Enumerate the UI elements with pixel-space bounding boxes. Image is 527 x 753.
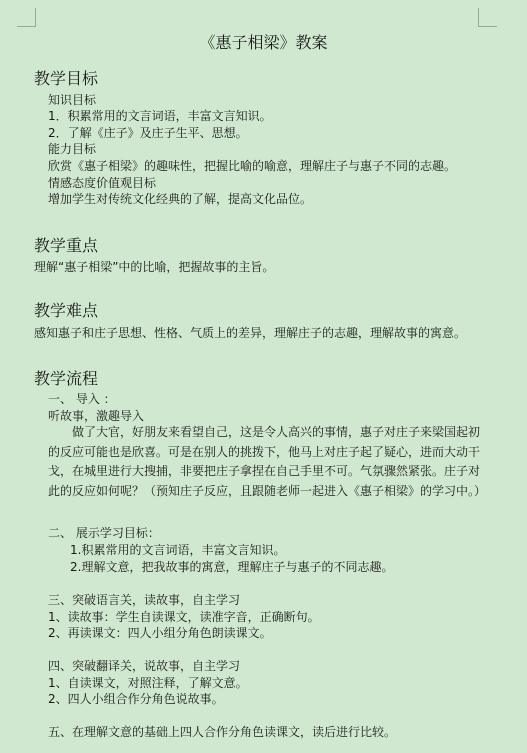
document-title: 《惠子相梁》教案 <box>199 33 328 52</box>
step-title: 二、 展示学习目标： <box>48 526 160 540</box>
section-heading-key-points: 教学重点 <box>34 236 99 255</box>
step-title: 四、突破翻译关，说故事，自主学习 <box>48 659 241 673</box>
step-title: 三、突破语言关，读故事，自主学习 <box>48 593 241 607</box>
goal-line: 2．了解《庄子》及庄子生平、思想。 <box>48 126 248 140</box>
step-title: 五、在理解文意的基础上四人合作分角色读课文，读后进行比较。 <box>48 725 397 739</box>
goal-line: 知识目标 <box>48 93 97 107</box>
goal-line: 欣赏《惠子相梁》的趣味性，把握比喻的喻意，理解庄子与惠子不同的志趣。 <box>48 159 457 173</box>
step-item: 1、读故事：学生自读课文，读准字音，正确断句。 <box>48 610 320 624</box>
section-heading-goals: 教学目标 <box>34 69 99 88</box>
step-item: 1.积累常用的文言词语，丰富文言知识。 <box>70 543 286 557</box>
key-points-text: 理解“惠子相梁”中的比喻，把握故事的主旨。 <box>34 260 275 274</box>
section-heading-process: 教学流程 <box>34 369 99 388</box>
goal-line: 情感态度价值观目标 <box>48 176 157 190</box>
goal-line: 增加学生对传统文化经典的了解，提高文化品位。 <box>48 192 313 206</box>
goal-line: 能力目标 <box>48 142 97 156</box>
goal-line: 1．积累常用的文言词语，丰富文言知识。 <box>48 109 272 123</box>
step-title: 一、 导入 ： <box>48 392 116 406</box>
page-corner-mark <box>17 8 36 27</box>
step-item: 1、自读课文，对照注释，了解文意。 <box>48 676 248 690</box>
difficulties-text: 感知惠子和庄子思想、性格、气质上的差异，理解庄子的志趣，理解故事的寓意。 <box>34 326 467 340</box>
page-corner-mark <box>478 8 497 27</box>
section-heading-difficulties: 教学难点 <box>34 301 99 320</box>
step-subtitle: 听故事，激趣导入 <box>48 409 145 423</box>
intro-paragraph: 做了大官，好朋友来看望自己，这是令人高兴的事情，惠子对庄子来梁国起初的反应可能也是欣喜。可是在别人的挑拨下，他马上对庄子起了疑心，进而大动干戈，在城里进行大搜捕，非要把庄子拿捏在自己手里不可。气氛骤然紧张。庄子对此的反应如何呢？（预知庄子反应，且跟随老师一起进入《惠子相梁》的学习中。） <box>48 425 487 498</box>
step-item: 2、四人小组合作分角色说故事。 <box>48 692 224 706</box>
step-item: 2.理解文意，把我故事的寓意，理解庄子与惠子的不同志趣。 <box>70 560 394 574</box>
step-item: 2、再读课文：四人小组分角色朗读课文。 <box>48 626 272 640</box>
